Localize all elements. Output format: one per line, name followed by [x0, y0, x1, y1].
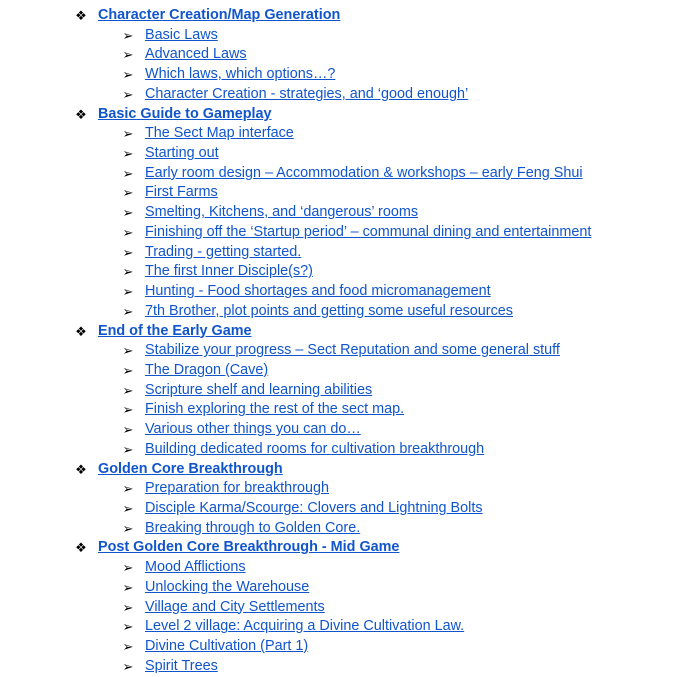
- diamond-bullet-icon: ❖: [75, 8, 87, 23]
- item-link[interactable]: Character Creation - strategies, and ‘good enough’: [145, 85, 469, 102]
- item-link[interactable]: Breaking through to Golden Core.: [145, 519, 361, 536]
- toc-item: [0, 85, 700, 105]
- item-link[interactable]: The first Inner Disciple(s?): [145, 263, 313, 280]
- item-link[interactable]: Level 2 village: Acquiring a Divine Cultivation Law.: [145, 618, 465, 635]
- arrow-bullet-icon: ➢: [122, 402, 134, 418]
- arrow-bullet-icon: ➢: [122, 303, 134, 319]
- toc-item: [0, 381, 700, 401]
- item-link[interactable]: Building dedicated rooms for cultivation breakthrough: [145, 440, 485, 457]
- toc-item: [0, 479, 700, 499]
- arrow-bullet-icon: ➢: [122, 47, 134, 63]
- toc-item: [0, 558, 700, 578]
- arrow-bullet-icon: ➢: [122, 481, 134, 497]
- item-link[interactable]: Divine Cultivation (Part 1): [145, 638, 309, 654]
- diamond-bullet-icon: ❖: [75, 323, 87, 339]
- toc-item: [0, 420, 700, 440]
- arrow-bullet-icon: ➢: [122, 284, 134, 300]
- toc-item: [0, 124, 700, 144]
- toc-item: [0, 282, 700, 302]
- arrow-bullet-icon: ➢: [122, 244, 134, 260]
- arrow-bullet-icon: ➢: [122, 520, 134, 536]
- item-link[interactable]: Basic Laws: [145, 26, 218, 43]
- toc-item: [0, 302, 700, 322]
- section-link[interactable]: Basic Guide to Gameplay: [98, 105, 272, 122]
- arrow-bullet-icon: ➢: [122, 639, 134, 654]
- toc-item: [0, 578, 700, 598]
- arrow-bullet-icon: ➢: [122, 185, 134, 201]
- item-link[interactable]: Preparation for breakthrough: [145, 480, 329, 497]
- diamond-bullet-icon: ❖: [75, 461, 87, 477]
- arrow-bullet-icon: ➢: [122, 441, 134, 457]
- arrow-bullet-icon: ➢: [122, 362, 134, 378]
- arrow-bullet-icon: ➢: [122, 224, 134, 240]
- section-link[interactable]: Golden Core Breakthrough: [98, 460, 283, 477]
- arrow-bullet-icon: ➢: [122, 619, 134, 635]
- item-link[interactable]: Smelting, Kitchens, and ‘dangerous’ rooms: [145, 204, 419, 221]
- arrow-bullet-icon: ➢: [122, 560, 134, 576]
- toc-item: [0, 65, 700, 85]
- item-link[interactable]: Trading - getting started.: [145, 243, 302, 260]
- item-link[interactable]: Which laws, which options…?: [145, 66, 336, 83]
- toc-item: [0, 144, 700, 164]
- item-link[interactable]: Disciple Karma/Scourge: Clovers and Lightning Bolts: [145, 499, 483, 516]
- toc-item: [0, 617, 700, 637]
- item-link[interactable]: The Dragon (Cave): [145, 361, 269, 378]
- item-link[interactable]: Unlocking the Warehouse: [145, 578, 310, 595]
- arrow-bullet-icon: ➢: [122, 67, 134, 83]
- toc-item: [0, 499, 700, 519]
- item-link[interactable]: Stabilize your progress – Sect Reputation and some general stuff: [145, 342, 560, 359]
- item-link[interactable]: Advanced Laws: [145, 46, 247, 63]
- table-of-contents: [0, 6, 700, 676]
- item-link[interactable]: Early room design – Accommodation & workshops – early Feng Shui: [145, 164, 583, 181]
- item-link[interactable]: Starting out: [145, 145, 219, 162]
- item-link[interactable]: Hunting - Food shortages and food micromanagement: [145, 283, 491, 300]
- arrow-bullet-icon: ➢: [122, 658, 134, 674]
- arrow-bullet-icon: ➢: [122, 579, 134, 595]
- arrow-bullet-icon: ➢: [122, 205, 134, 221]
- toc-item: [0, 45, 700, 65]
- section-link[interactable]: End of the Early Game: [98, 322, 252, 339]
- toc-section: [0, 322, 700, 342]
- diamond-bullet-icon: ❖: [75, 540, 87, 556]
- diamond-bullet-icon: ❖: [75, 106, 87, 122]
- toc-section: [0, 538, 700, 558]
- arrow-bullet-icon: ➢: [122, 27, 134, 43]
- item-link[interactable]: Finish exploring the rest of the sect map.: [145, 401, 405, 418]
- arrow-bullet-icon: ➢: [122, 343, 134, 359]
- item-link[interactable]: Scripture shelf and learning abilities: [145, 381, 373, 398]
- toc-item: [0, 400, 700, 420]
- toc-item: [0, 657, 700, 677]
- toc-item: [0, 164, 700, 184]
- arrow-bullet-icon: ➢: [122, 264, 134, 280]
- toc-item: [0, 598, 700, 618]
- item-link[interactable]: Mood Afflictions: [145, 559, 246, 576]
- item-link[interactable]: Various other things you can do…: [145, 421, 361, 438]
- toc-section: [0, 6, 700, 26]
- arrow-bullet-icon: ➢: [122, 382, 134, 398]
- toc-item: [0, 440, 700, 460]
- toc-section: [0, 105, 700, 125]
- item-link[interactable]: Finishing off the ‘Startup period’ – communal dining and entertainment: [145, 223, 592, 240]
- arrow-bullet-icon: ➢: [122, 146, 134, 162]
- arrow-bullet-icon: ➢: [122, 165, 134, 181]
- arrow-bullet-icon: ➢: [122, 500, 134, 516]
- toc-item: [0, 341, 700, 361]
- toc-item: [0, 183, 700, 203]
- toc-item: [0, 203, 700, 223]
- item-link[interactable]: Village and City Settlements: [145, 598, 325, 615]
- arrow-bullet-icon: ➢: [122, 422, 134, 438]
- item-link[interactable]: The Sect Map interface: [145, 125, 294, 142]
- toc-item: [0, 637, 700, 657]
- toc-item: [0, 519, 700, 539]
- toc-section: [0, 460, 700, 480]
- toc-item: [0, 223, 700, 243]
- toc-item: [0, 361, 700, 381]
- section-link[interactable]: Character Creation/Map Generation: [98, 7, 341, 23]
- item-link[interactable]: 7th Brother, plot points and getting some useful resources: [145, 302, 513, 319]
- arrow-bullet-icon: ➢: [122, 126, 134, 142]
- toc-item: [0, 262, 700, 282]
- toc-item: [0, 26, 700, 46]
- arrow-bullet-icon: ➢: [122, 86, 134, 102]
- arrow-bullet-icon: ➢: [122, 599, 134, 615]
- item-link[interactable]: Spirit Trees: [145, 657, 218, 674]
- toc-item: [0, 243, 700, 263]
- item-link[interactable]: First Farms: [145, 184, 218, 201]
- section-link[interactable]: Post Golden Core Breakthrough - Mid Game: [98, 539, 400, 556]
